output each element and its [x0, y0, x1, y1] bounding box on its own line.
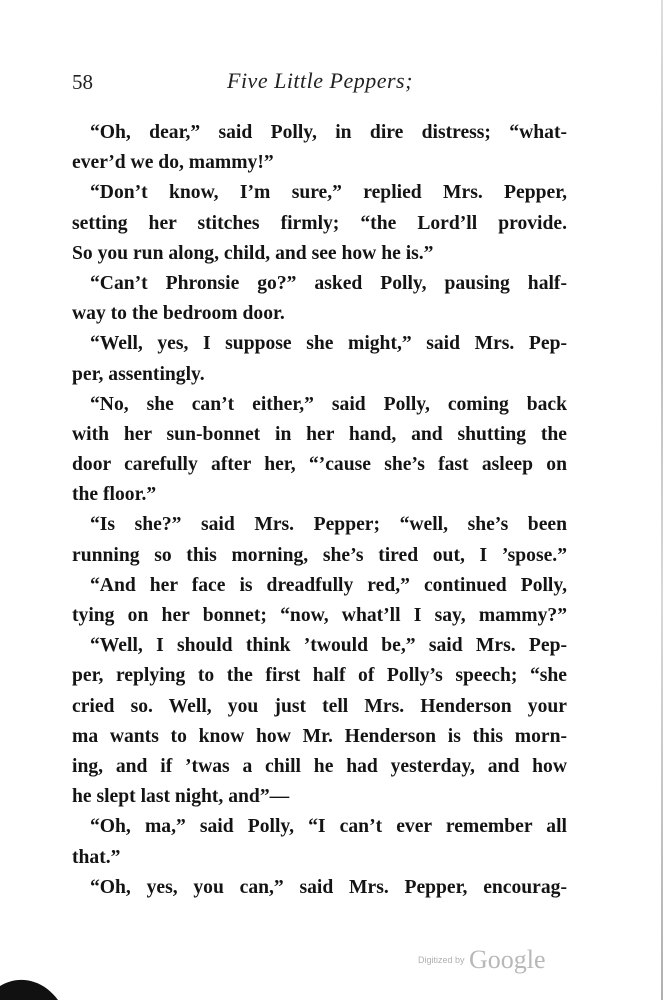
- text-line: per, replying to the first half of Polly’s speech; “she: [72, 665, 567, 687]
- text-line: “Don’t know, I’m sure,” replied Mrs. Pepper,: [90, 182, 567, 204]
- running-title: Five Little Peppers;: [227, 68, 413, 93]
- text-line: ever’d we do, mammy!”: [72, 152, 274, 174]
- text-line: with her sun-bonnet in her hand, and shutting the: [72, 423, 567, 445]
- page-header: [72, 66, 572, 102]
- text-line: tying on her bonnet; “now, what’ll I say, mammy?”: [72, 605, 567, 626]
- text-line: per, assentingly.: [72, 363, 205, 385]
- text-line: “Oh, dear,” said Polly, in dire distress; “what-: [90, 122, 567, 143]
- text-line: ing, and if ’twas a chill he had yesterday, and how: [72, 755, 567, 777]
- digitized-watermark: [418, 945, 546, 975]
- text-line: the floor.”: [72, 484, 157, 506]
- digitized-label: Digitized by: [418, 955, 465, 965]
- text-line: door carefully after her, “’cause she’s fast asleep on: [72, 454, 567, 476]
- page-edge: [661, 0, 663, 1000]
- text-line: “Is she?” said Mrs. Pepper; “well, she’s been: [90, 514, 567, 536]
- text-line: running so this morning, she’s tired out, I ’spose.”: [72, 544, 567, 566]
- text-line: “Well, I should think ’twould be,” said Mrs. Pep-: [90, 635, 567, 657]
- text-line: So you run along, child, and see how he is.”: [72, 242, 434, 264]
- body-text: [72, 118, 567, 903]
- text-line: ma wants to know how Mr. Henderson is this morn-: [72, 725, 567, 747]
- text-line: way to the bedroom door.: [72, 303, 285, 325]
- scan-smudge: [0, 972, 60, 1000]
- text-line: that.”: [72, 846, 121, 868]
- text-line: “Well, yes, I suppose she might,” said Mrs. Pep-: [90, 333, 567, 355]
- text-line: “Can’t Phronsie go?” asked Polly, pausing half-: [90, 272, 567, 294]
- text-line: “No, she can’t either,” said Polly, coming back: [90, 393, 567, 415]
- text-line: setting her stitches firmly; “the Lord’ll provide.: [72, 212, 567, 234]
- text-line: cried so. Well, you just tell Mrs. Henderson your: [72, 695, 567, 717]
- google-logo: Google: [468, 945, 546, 974]
- text-line: he slept last night, and”—: [72, 786, 290, 808]
- text-line: “Oh, ma,” said Polly, “I can’t ever remember all: [90, 816, 567, 838]
- text-line: “Oh, yes, you can,” said Mrs. Pepper, encourag-: [90, 876, 567, 898]
- page-number: 58: [72, 70, 93, 94]
- text-line: “And her face is dreadfully red,” continued Polly,: [90, 574, 567, 596]
